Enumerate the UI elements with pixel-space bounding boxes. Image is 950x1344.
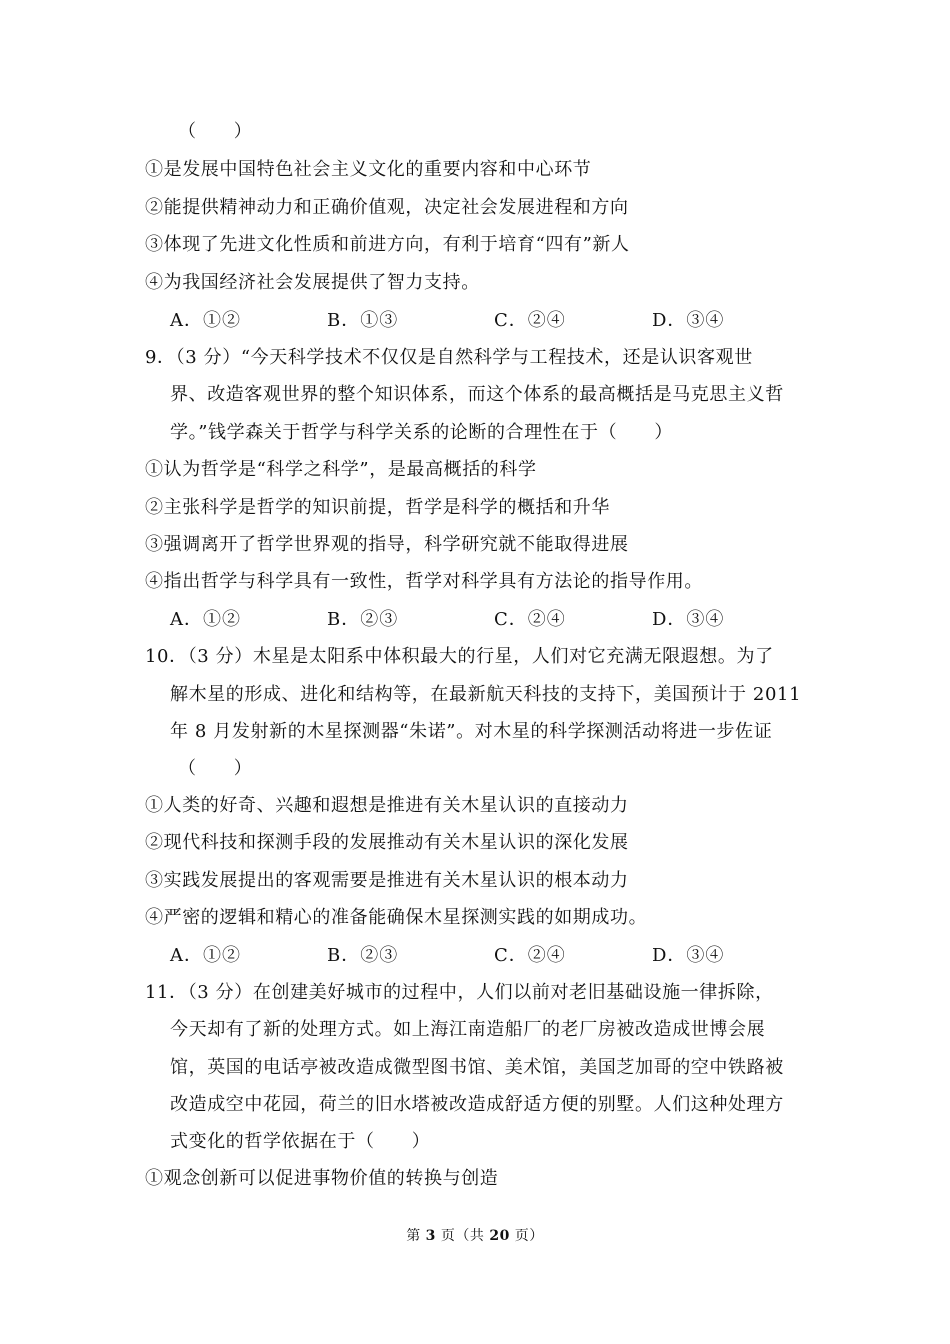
question-10-statement-3: ③实践发展提出的客观需要是推进有关木星认识的根本动力 xyxy=(145,870,629,891)
question-8-statement-3: ③体现了先进文化性质和前进方向，有利于培育“四有”新人 xyxy=(145,234,630,255)
option-d: D．③④ xyxy=(652,609,725,630)
question-11-stem-line-2: 今天却有了新的处理方式。如上海江南造船厂的老厂房被改造成世博会展 xyxy=(170,1019,766,1040)
option-d: D．③④ xyxy=(652,945,725,966)
page-footer xyxy=(0,1226,950,1246)
question-11-stem-line-3: 馆，英国的电话亭被改造成微型图书馆、美术馆，美国芝加哥的空中铁路被 xyxy=(170,1057,784,1078)
footer-middle: 页（共 xyxy=(435,1228,490,1244)
page-number: 3 xyxy=(425,1228,436,1244)
question-11-stem-line-5: 式变化的哲学依据在于（ ） xyxy=(170,1131,431,1152)
option-c: C．②④ xyxy=(494,310,566,331)
footer-suffix: 页） xyxy=(509,1228,544,1244)
question-8-statement-1: ①是发展中国特色社会主义文化的重要内容和中心环节 xyxy=(145,159,592,180)
question-9-statement-2: ②主张科学是哲学的知识前提，哲学是科学的概括和升华 xyxy=(145,497,610,518)
option-b: B．②③ xyxy=(327,609,399,630)
question-8-statement-2: ②能提供精神动力和正确价值观，决定社会发展进程和方向 xyxy=(145,197,629,218)
option-c: C．②④ xyxy=(494,609,566,630)
question-9-statement-3: ③强调离开了哲学世界观的指导，科学研究就不能取得进展 xyxy=(145,534,629,555)
total-pages: 20 xyxy=(489,1228,510,1244)
question-9-stem-line-2: 界、改造客观世界的整个知识体系，而这个体系的最高概括是马克思主义哲 xyxy=(170,384,784,405)
option-b: B．①③ xyxy=(327,310,399,331)
question-9-options xyxy=(0,608,950,632)
option-d: D．③④ xyxy=(652,310,725,331)
question-9-stem-line-1: 9．（3 分）“今天科学技术不仅仅是自然科学与工程技术，还是认识客观世 xyxy=(145,347,753,368)
question-10-stem-line-2: 解木星的形成、进化和结构等，在最新航天科技的支持下，美国预计于 2011 xyxy=(170,684,802,705)
question-8-statement-4: ④为我国经济社会发展提供了智力支持。 xyxy=(145,272,480,293)
option-a: A．①② xyxy=(170,310,241,331)
question-9-statement-4: ④指出哲学与科学具有一致性，哲学对科学具有方法论的指导作用。 xyxy=(145,571,703,592)
question-9-stem-line-3: 学。”钱学森关于哲学与科学关系的论断的合理性在于（ ） xyxy=(170,422,673,443)
question-10-statement-4: ④严密的逻辑和精心的准备能确保木星探测实践的如期成功。 xyxy=(145,907,648,928)
question-11-stem-line-4: 改造成空中花园，荷兰的旧水塔被改造成舒适方便的别墅。人们这种处理方 xyxy=(170,1094,784,1115)
question-10-stem-line-3: 年 8 月发射新的木星探测器“朱诺”。对木星的科学探测活动将进一步佐证 xyxy=(170,721,773,742)
option-a: A．①② xyxy=(170,945,241,966)
option-c: C．②④ xyxy=(494,945,566,966)
question-10-statement-2: ②现代科技和探测手段的发展推动有关木星认识的深化发展 xyxy=(145,832,629,853)
footer-prefix: 第 xyxy=(406,1228,426,1244)
question-8-options xyxy=(0,309,950,333)
question-9-statement-1: ①认为哲学是“科学之科学”，是最高概括的科学 xyxy=(145,459,537,480)
question-10-statement-1: ①人类的好奇、兴趣和遐想是推进有关木星认识的直接动力 xyxy=(145,795,629,816)
question-10-stem-line-1: 10．（3 分）木星是太阳系中体积最大的行星，人们对它充满无限遐想。为了 xyxy=(145,646,774,667)
question-10-stem-line-4: （ ） xyxy=(178,758,253,779)
question-8-tail: （ ） xyxy=(178,121,253,142)
question-10-options xyxy=(0,944,950,968)
question-11-stem-line-1: 11．（3 分）在创建美好城市的过程中，人们以前对老旧基础设施一律拆除， xyxy=(145,982,774,1003)
option-b: B．②③ xyxy=(327,945,399,966)
option-a: A．①② xyxy=(170,609,241,630)
question-11-statement-1: ①观念创新可以促进事物价值的转换与创造 xyxy=(145,1168,499,1189)
